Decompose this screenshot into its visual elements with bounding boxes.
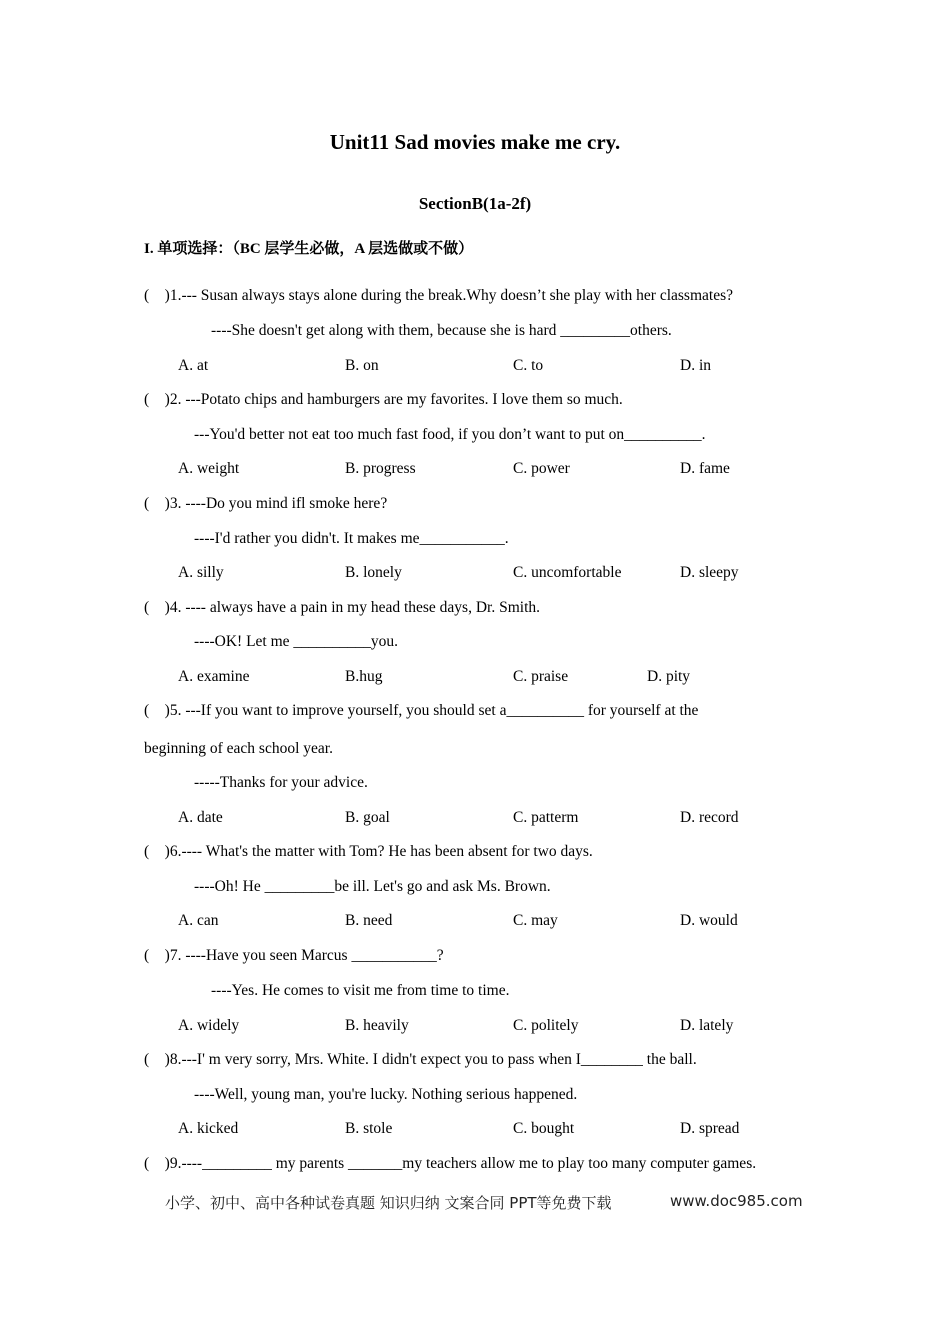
- question-4-option-d: D. pity: [647, 668, 691, 685]
- question-2-line-2: ---You'd better not eat too much fast food, if you don’t want to put on__________.: [194, 426, 706, 443]
- question-3-line-1: ( )3. ----Do you mind ifl smoke here?: [144, 495, 388, 512]
- question-1-line-2: ----She doesn't get along with them, because she is hard _________others.: [211, 322, 672, 339]
- question-6-option-c: C. may: [513, 912, 558, 929]
- question-5-line-2: beginning of each school year.: [144, 740, 333, 757]
- question-5-line-1: ( )5. ---If you want to improve yourself, you should set a__________ for yourself at the: [144, 702, 699, 719]
- question-3-option-b: B. lonely: [345, 564, 402, 581]
- question-8-option-b: B. stole: [345, 1120, 393, 1137]
- question-2-option-a: A. weight: [178, 460, 240, 477]
- question-7-line-2: ----Yes. He comes to visit me from time to time.: [211, 982, 510, 999]
- section-heading: I. 单项选择：（BC 层学生必做，A 层选做或不做）: [144, 241, 474, 257]
- question-4-option-a: A. examine: [178, 668, 250, 685]
- question-6-option-d: D. would: [680, 912, 738, 929]
- question-2-line-1: ( )2. ---Potato chips and hamburgers are my favorites. I love them so much.: [144, 391, 623, 408]
- question-6-option-a: A. can: [178, 912, 219, 929]
- question-3-line-2: ----I'd rather you didn't. It makes me___________.: [194, 530, 509, 547]
- question-6-line-2: ----Oh! He _________be ill. Let's go and ask Ms. Brown.: [194, 878, 551, 895]
- question-3-option-a: A. silly: [178, 564, 224, 581]
- footer-promo-text: 小学、初中、高中各种试卷真题 知识归纳 文案合同 PPT等免费下载: [165, 1194, 612, 1212]
- question-3-option-c: C. uncomfortable: [513, 564, 622, 581]
- footer-website: www.doc985.com: [670, 1192, 803, 1210]
- question-5-option-b: B. goal: [345, 809, 390, 826]
- question-5-line-3: -----Thanks for your advice.: [194, 774, 368, 791]
- question-4-option-c: C. praise: [513, 668, 569, 685]
- question-7-option-a: A. widely: [178, 1017, 240, 1034]
- question-5-option-c: C. patterm: [513, 809, 579, 826]
- question-1-option-a: A. at: [178, 357, 209, 374]
- section-subtitle: SectionB(1a-2f): [418, 194, 532, 213]
- question-3-option-d: D. sleepy: [680, 564, 739, 581]
- question-2-option-b: B. progress: [345, 460, 416, 477]
- question-5-option-a: A. date: [178, 809, 223, 826]
- question-8-option-c: C. bought: [513, 1120, 575, 1137]
- question-1-option-d: D. in: [680, 357, 711, 374]
- question-7-option-c: C. politely: [513, 1017, 579, 1034]
- question-1-line-1: ( )1.--- Susan always stays alone during the break.Why doesn’t she play with her classmates?: [144, 287, 733, 304]
- question-4-line-1: ( )4. ---- always have a pain in my head these days, Dr. Smith.: [144, 599, 541, 616]
- question-4-option-b: B.hug: [345, 668, 383, 685]
- question-1-option-c: C. to: [513, 357, 544, 374]
- question-7-line-1: ( )7. ----Have you seen Marcus ___________?: [144, 947, 444, 964]
- question-1-option-b: B. on: [345, 357, 379, 374]
- question-8-option-d: D. spread: [680, 1120, 740, 1137]
- question-2-option-c: C. power: [513, 460, 570, 477]
- question-7-option-d: D. lately: [680, 1017, 734, 1034]
- question-9-line-1: ( )9.----_________ my parents _______my teachers allow me to play too many computer games.: [144, 1155, 757, 1172]
- question-5-option-d: D. record: [680, 809, 739, 826]
- question-8-option-a: A. kicked: [178, 1120, 239, 1137]
- question-8-line-1: ( )8.---I' m very sorry, Mrs. White. I didn't expect you to pass when I________ the ball.: [144, 1051, 697, 1068]
- question-4-line-2: ----OK! Let me __________you.: [194, 633, 399, 650]
- question-2-option-d: D. fame: [680, 460, 730, 477]
- page-title: Unit11 Sad movies make me cry.: [329, 130, 621, 154]
- question-8-line-2: ----Well, young man, you're lucky. Nothing serious happened.: [194, 1086, 578, 1103]
- question-6-option-b: B. need: [345, 912, 393, 929]
- question-7-option-b: B. heavily: [345, 1017, 409, 1034]
- question-6-line-1: ( )6.---- What's the matter with Tom? He has been absent for two days.: [144, 843, 593, 860]
